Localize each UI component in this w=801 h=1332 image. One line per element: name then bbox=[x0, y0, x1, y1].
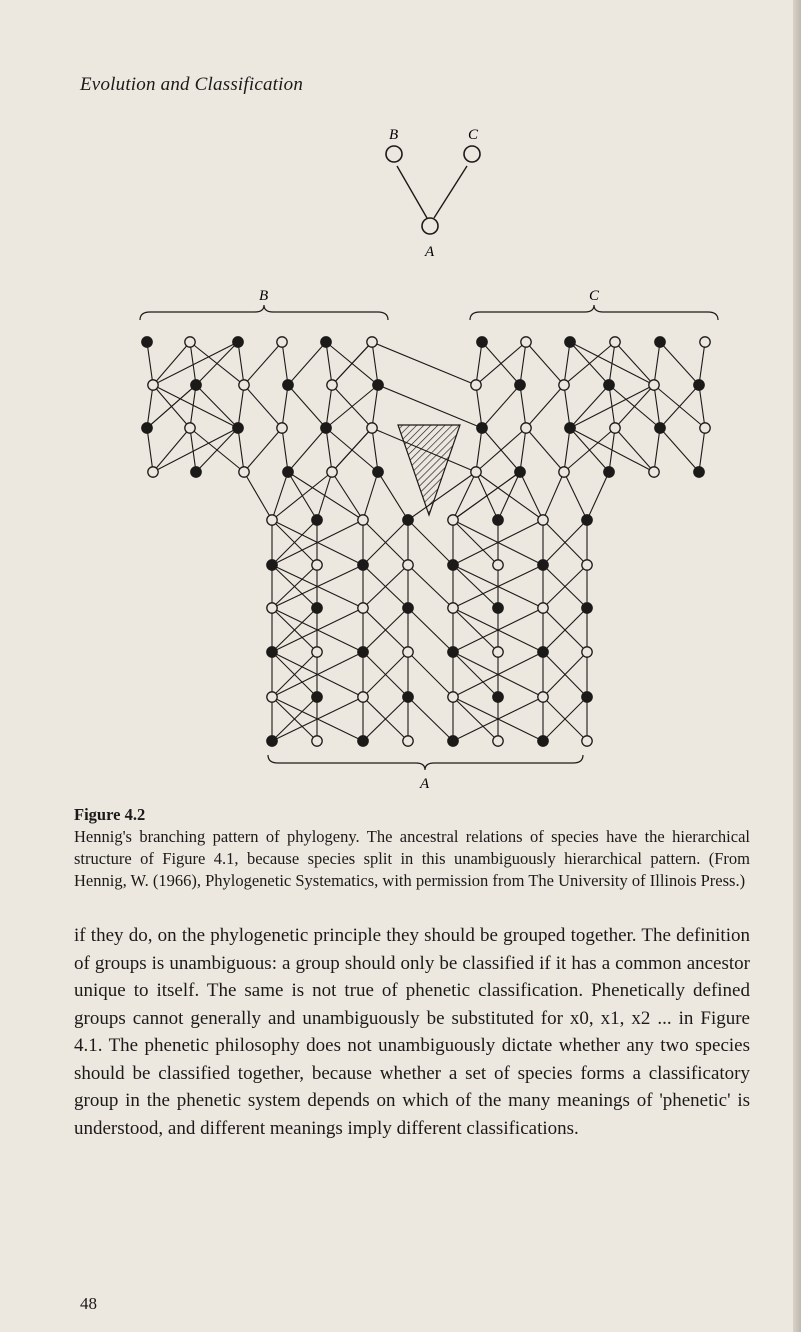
branch-edge bbox=[453, 472, 476, 520]
label-b-top: B bbox=[389, 127, 399, 143]
branch-edge bbox=[326, 342, 378, 385]
branch-edge bbox=[570, 385, 609, 428]
species-node-filled bbox=[191, 380, 201, 390]
branch-edge bbox=[326, 428, 378, 472]
species-node-filled bbox=[312, 692, 322, 702]
species-node-open bbox=[493, 647, 503, 657]
branch-a-c bbox=[434, 166, 467, 218]
branch-edge bbox=[476, 385, 482, 428]
branch-edge bbox=[153, 385, 190, 428]
species-node-open bbox=[649, 467, 659, 477]
branch-edge bbox=[699, 342, 705, 385]
species-node-filled bbox=[493, 515, 503, 525]
branch-edge bbox=[453, 565, 498, 608]
species-node-open bbox=[267, 515, 277, 525]
caption-text: Hennig's branching pattern of phylogeny. The ancestral relations of species have the hierarchical structure of Figure 4.1, because species split in this unambiguously hierarchical pattern. (From Hennig, W. (1966), Phylogenetic Systematics, with permission from The University of Illinois Press.) bbox=[74, 827, 750, 890]
species-node-open bbox=[582, 560, 592, 570]
species-node-open bbox=[312, 736, 322, 746]
species-node-open bbox=[403, 560, 413, 570]
species-node-filled bbox=[515, 467, 525, 477]
species-node-open bbox=[239, 467, 249, 477]
branch-edge bbox=[520, 385, 526, 428]
species-node-open bbox=[403, 647, 413, 657]
branch-edge bbox=[332, 385, 372, 428]
branch-edge bbox=[408, 652, 453, 697]
species-node-open bbox=[185, 337, 195, 347]
branch-edge bbox=[272, 472, 288, 520]
species-node-filled bbox=[538, 736, 548, 746]
species-node-filled bbox=[515, 380, 525, 390]
branch-edge bbox=[190, 342, 244, 385]
branch-edge bbox=[332, 472, 363, 520]
species-node-open bbox=[538, 515, 548, 525]
species-node-filled bbox=[142, 337, 152, 347]
page-number: 48 bbox=[80, 1294, 97, 1313]
branch-edge bbox=[660, 428, 699, 472]
bracket-a bbox=[268, 755, 583, 770]
species-node-filled bbox=[565, 337, 575, 347]
species-node-filled bbox=[373, 380, 383, 390]
branch-edge bbox=[372, 428, 378, 472]
branch-edge bbox=[482, 342, 520, 385]
branch-edge bbox=[564, 342, 570, 385]
hatched-triangle bbox=[398, 425, 460, 515]
species-node-filled bbox=[493, 692, 503, 702]
label-c-group: C bbox=[589, 288, 600, 304]
branch-edge bbox=[282, 428, 288, 472]
branch-edge bbox=[543, 472, 564, 520]
branch-edge bbox=[609, 385, 615, 428]
branch-edge bbox=[288, 385, 326, 428]
branch-edge bbox=[244, 385, 282, 428]
species-node-filled bbox=[358, 560, 368, 570]
branch-edge bbox=[587, 472, 609, 520]
branch-edge bbox=[282, 342, 288, 385]
branch-edge bbox=[476, 472, 498, 520]
species-node-open bbox=[367, 423, 377, 433]
species-node-filled bbox=[655, 337, 665, 347]
species-node-filled bbox=[565, 423, 575, 433]
label-a-group: A bbox=[420, 776, 430, 792]
branch-a-b bbox=[397, 166, 427, 218]
species-node-open bbox=[538, 692, 548, 702]
species-node-filled bbox=[267, 647, 277, 657]
branch-edges bbox=[147, 342, 705, 741]
species-node-filled bbox=[191, 467, 201, 477]
branch-edge bbox=[520, 472, 543, 520]
species-node-filled bbox=[477, 423, 487, 433]
branch-edge bbox=[238, 385, 244, 428]
species-node-open bbox=[493, 560, 503, 570]
simple-split-diagram bbox=[386, 127, 480, 260]
species-node-filled bbox=[448, 560, 458, 570]
branch-edge bbox=[526, 342, 564, 385]
species-node-open bbox=[403, 736, 413, 746]
label-b-group: B bbox=[259, 288, 269, 304]
species-node-filled bbox=[655, 423, 665, 433]
species-node-open bbox=[471, 467, 481, 477]
node-b bbox=[386, 146, 402, 162]
branch-edge bbox=[372, 385, 378, 428]
branch-edge bbox=[564, 472, 587, 520]
branch-edge bbox=[609, 385, 660, 428]
branch-edge bbox=[570, 428, 654, 472]
node-c bbox=[464, 146, 480, 162]
species-node-filled bbox=[493, 603, 503, 613]
branch-edge bbox=[372, 342, 476, 385]
species-node-filled bbox=[582, 515, 592, 525]
species-node-open bbox=[448, 603, 458, 613]
branch-edge bbox=[615, 428, 654, 472]
species-node-filled bbox=[312, 515, 322, 525]
branch-edge bbox=[520, 428, 526, 472]
branch-edge bbox=[147, 342, 153, 385]
branch-edge bbox=[244, 428, 282, 472]
species-node-open bbox=[148, 467, 158, 477]
branch-edge bbox=[326, 428, 332, 472]
species-node-open bbox=[239, 380, 249, 390]
running-head: Evolution and Classification bbox=[80, 74, 304, 95]
species-node-filled bbox=[142, 423, 152, 433]
species-node-filled bbox=[358, 647, 368, 657]
species-node-open bbox=[649, 380, 659, 390]
species-node-filled bbox=[448, 736, 458, 746]
branch-edge bbox=[326, 385, 332, 428]
species-node-open bbox=[358, 515, 368, 525]
body-paragraph-text: if they do, on the phylogenetic principle they should be grouped together. The definition of groups is unambiguous: a group should only be classified if it has a common ancestor unique to itself. The same is not true of phenetic classification. Phenetically defined groups cannot generally and unambiguously be substituted for x0, x1, x2 ... in Figure 4.1. The phenetic philosophy does not unambiguously dictate whether any two species should be classified together, because whether a set of species forms a classificatory group in the phenetic system depends on which of the many meanings of 'phenetic' is understood, and different meanings imply different classifications. bbox=[74, 925, 750, 1139]
species-node-filled bbox=[233, 337, 243, 347]
species-node-open bbox=[582, 647, 592, 657]
species-node-filled bbox=[403, 515, 413, 525]
branch-edge bbox=[654, 385, 705, 428]
species-node-filled bbox=[267, 560, 277, 570]
branch-edge bbox=[654, 342, 660, 385]
branch-edge bbox=[453, 608, 498, 652]
species-node-open bbox=[538, 603, 548, 613]
node-a bbox=[422, 218, 438, 234]
species-node-open bbox=[267, 692, 277, 702]
species-node-open bbox=[148, 380, 158, 390]
branch-edge bbox=[153, 342, 190, 385]
label-a-top: A bbox=[425, 244, 435, 260]
branch-edge bbox=[570, 342, 654, 385]
species-node-open bbox=[448, 515, 458, 525]
species-node-open bbox=[471, 380, 481, 390]
branch-edge bbox=[378, 385, 482, 428]
branch-edge bbox=[147, 428, 153, 472]
branch-edge bbox=[147, 385, 153, 428]
body-paragraph bbox=[74, 922, 750, 1142]
species-node-filled bbox=[312, 603, 322, 613]
branch-edge bbox=[453, 652, 498, 697]
species-node-open bbox=[277, 423, 287, 433]
group-brackets bbox=[140, 305, 718, 770]
species-node-open bbox=[521, 337, 531, 347]
branch-edge bbox=[288, 472, 363, 520]
branch-edge bbox=[408, 697, 453, 741]
bracket-c bbox=[470, 305, 718, 320]
branch-edge bbox=[482, 428, 520, 472]
branch-edge bbox=[482, 385, 520, 428]
branch-edge bbox=[378, 472, 408, 520]
species-node-open bbox=[267, 603, 277, 613]
species-node-filled bbox=[321, 423, 331, 433]
species-node-filled bbox=[694, 380, 704, 390]
branch-edge bbox=[288, 342, 326, 385]
branch-edge bbox=[153, 428, 190, 472]
branch-edge bbox=[363, 472, 378, 520]
species-node-open bbox=[521, 423, 531, 433]
branch-edge bbox=[408, 565, 453, 608]
branch-edge bbox=[288, 472, 317, 520]
branch-edge bbox=[238, 342, 244, 385]
label-c-top: C bbox=[468, 127, 479, 143]
species-node-filled bbox=[283, 467, 293, 477]
species-node-filled bbox=[267, 736, 277, 746]
branch-edge bbox=[476, 428, 482, 472]
species-node-open bbox=[327, 467, 337, 477]
species-node-open bbox=[700, 423, 710, 433]
branch-edge bbox=[699, 428, 705, 472]
species-node-filled bbox=[477, 337, 487, 347]
branch-edge bbox=[654, 428, 660, 472]
branch-edge bbox=[408, 520, 453, 565]
species-node-filled bbox=[538, 647, 548, 657]
branch-edge bbox=[196, 385, 238, 428]
species-node-open bbox=[559, 380, 569, 390]
species-node-open bbox=[277, 337, 287, 347]
species-node-filled bbox=[358, 736, 368, 746]
species-node-open bbox=[700, 337, 710, 347]
species-node-open bbox=[610, 423, 620, 433]
species-node-filled bbox=[448, 647, 458, 657]
branch-edge bbox=[699, 385, 705, 428]
branch-edge bbox=[282, 385, 288, 428]
species-node-filled bbox=[321, 337, 331, 347]
figure-caption bbox=[74, 804, 750, 892]
branch-edge bbox=[326, 342, 332, 385]
species-node-open bbox=[367, 337, 377, 347]
species-node-filled bbox=[283, 380, 293, 390]
species-node-filled bbox=[403, 603, 413, 613]
species-node-open bbox=[327, 380, 337, 390]
species-node-filled bbox=[694, 467, 704, 477]
species-node-filled bbox=[604, 467, 614, 477]
branch-edge bbox=[526, 385, 564, 428]
branch-edge bbox=[654, 385, 660, 428]
branch-edge bbox=[476, 342, 482, 385]
species-node-filled bbox=[604, 380, 614, 390]
species-node-open bbox=[312, 647, 322, 657]
branch-edge bbox=[520, 342, 526, 385]
species-node-open bbox=[559, 467, 569, 477]
branch-edge bbox=[570, 428, 609, 472]
species-node-filled bbox=[582, 692, 592, 702]
species-node-open bbox=[582, 736, 592, 746]
species-node-open bbox=[610, 337, 620, 347]
species-node-open bbox=[493, 736, 503, 746]
species-node-open bbox=[448, 692, 458, 702]
branch-edge bbox=[564, 428, 570, 472]
branch-edge bbox=[526, 428, 564, 472]
branch-edge bbox=[238, 428, 244, 472]
bracket-b bbox=[140, 305, 388, 320]
species-node-filled bbox=[233, 423, 243, 433]
branch-edge bbox=[564, 385, 570, 428]
branch-edge bbox=[453, 520, 498, 565]
species-node-open bbox=[185, 423, 195, 433]
branch-edge bbox=[408, 608, 453, 652]
species-node-open bbox=[358, 603, 368, 613]
species-node-open bbox=[358, 692, 368, 702]
species-node-filled bbox=[403, 692, 413, 702]
branch-edge bbox=[615, 342, 654, 385]
species-node-open bbox=[312, 560, 322, 570]
branch-edge bbox=[372, 342, 378, 385]
branch-edge bbox=[288, 428, 326, 472]
branch-edge bbox=[660, 342, 699, 385]
branch-edge bbox=[190, 428, 244, 472]
species-node-filled bbox=[373, 467, 383, 477]
caption-title: Figure 4.2 bbox=[74, 805, 146, 824]
branch-edge bbox=[244, 472, 272, 520]
branch-edge bbox=[453, 697, 498, 741]
branch-edge bbox=[570, 342, 609, 385]
species-node-filled bbox=[582, 603, 592, 613]
branch-edge bbox=[244, 342, 282, 385]
species-node-filled bbox=[538, 560, 548, 570]
